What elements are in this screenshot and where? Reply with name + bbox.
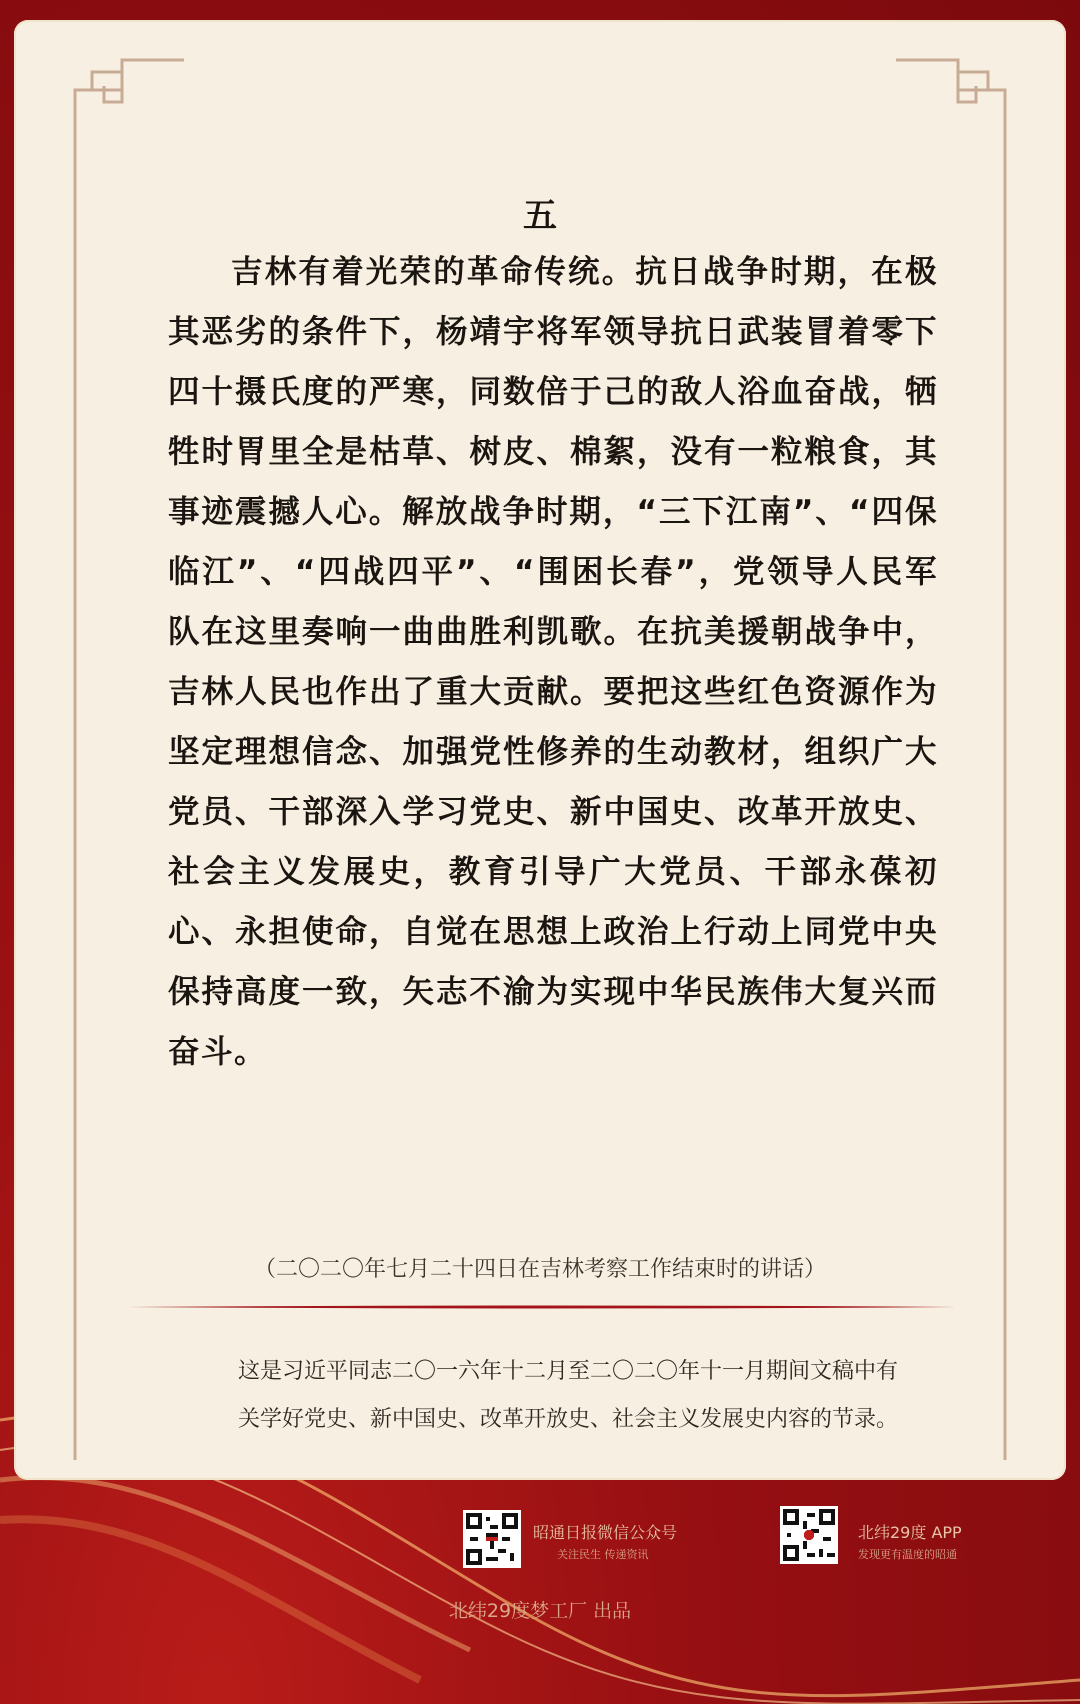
app-qr-label <box>858 1520 962 1562</box>
excerpt-note-line-1: 这是习近平同志二〇一六年十二月至二〇二〇年十一月期间文稿中有 <box>238 1359 899 1384</box>
qr-code-icon <box>466 1513 518 1565</box>
body-paragraph: 吉林有着光荣的革命传统。抗日战争时期，在极其恶劣的条件下，杨靖宇将军领导抗日武装冒着零下四十摄氏度的严寒，同数倍于己的敌人浴血奋战，牺牲时胃里全是枯草、树皮、棉絮，没有一粒粮食，其事迹震撼人心。解放战争时期，“三下江南”、“四保临江”、“四战四平”、“围困长春”，党领导人民军队在这里奏响一曲曲胜利凯歌。在抗美援朝战争中，吉林人民也作出了重大贡献。要把这些红色资源作为坚定理想信念、加强党性修养的生动教材，组织广大党员、干部深入学习党史、新中国史、改革开放史、社会主义发展史，教育引导广大党员、干部永葆初心、永担使命，自觉在思想上政治上行动上同党中央保持高度一致，矢志不渝为实现中华民族伟大复兴而奋斗。 <box>168 254 938 1070</box>
app-qr-subtitle: 发现更有温度的昭通 <box>858 1548 957 1561</box>
content-card <box>14 20 1066 1480</box>
excerpt-note <box>238 1348 958 1444</box>
section-heading: 五 <box>523 196 557 236</box>
app-qr-code[interactable] <box>780 1506 838 1564</box>
wechat-qr-subtitle: 关注民生 传递资讯 <box>557 1548 649 1561</box>
wechat-qr-label <box>533 1520 677 1562</box>
wechat-qr-title: 昭通日报微信公众号 <box>533 1523 678 1542</box>
wechat-qr-code[interactable] <box>463 1510 521 1568</box>
app-qr-title: 北纬29度 APP <box>858 1523 962 1542</box>
excerpt-note-line-2: 关学好党史、新中国史、改革开放史、社会主义发展史内容的节录。 <box>238 1407 899 1432</box>
qr-code-icon <box>783 1509 835 1561</box>
section-divider <box>124 1305 956 1309</box>
source-note: （二〇二〇年七月二十四日在吉林考察工作结束时的讲话） <box>253 1257 826 1282</box>
producer-credit: 北纬29度梦工厂 出品 <box>448 1600 632 1622</box>
